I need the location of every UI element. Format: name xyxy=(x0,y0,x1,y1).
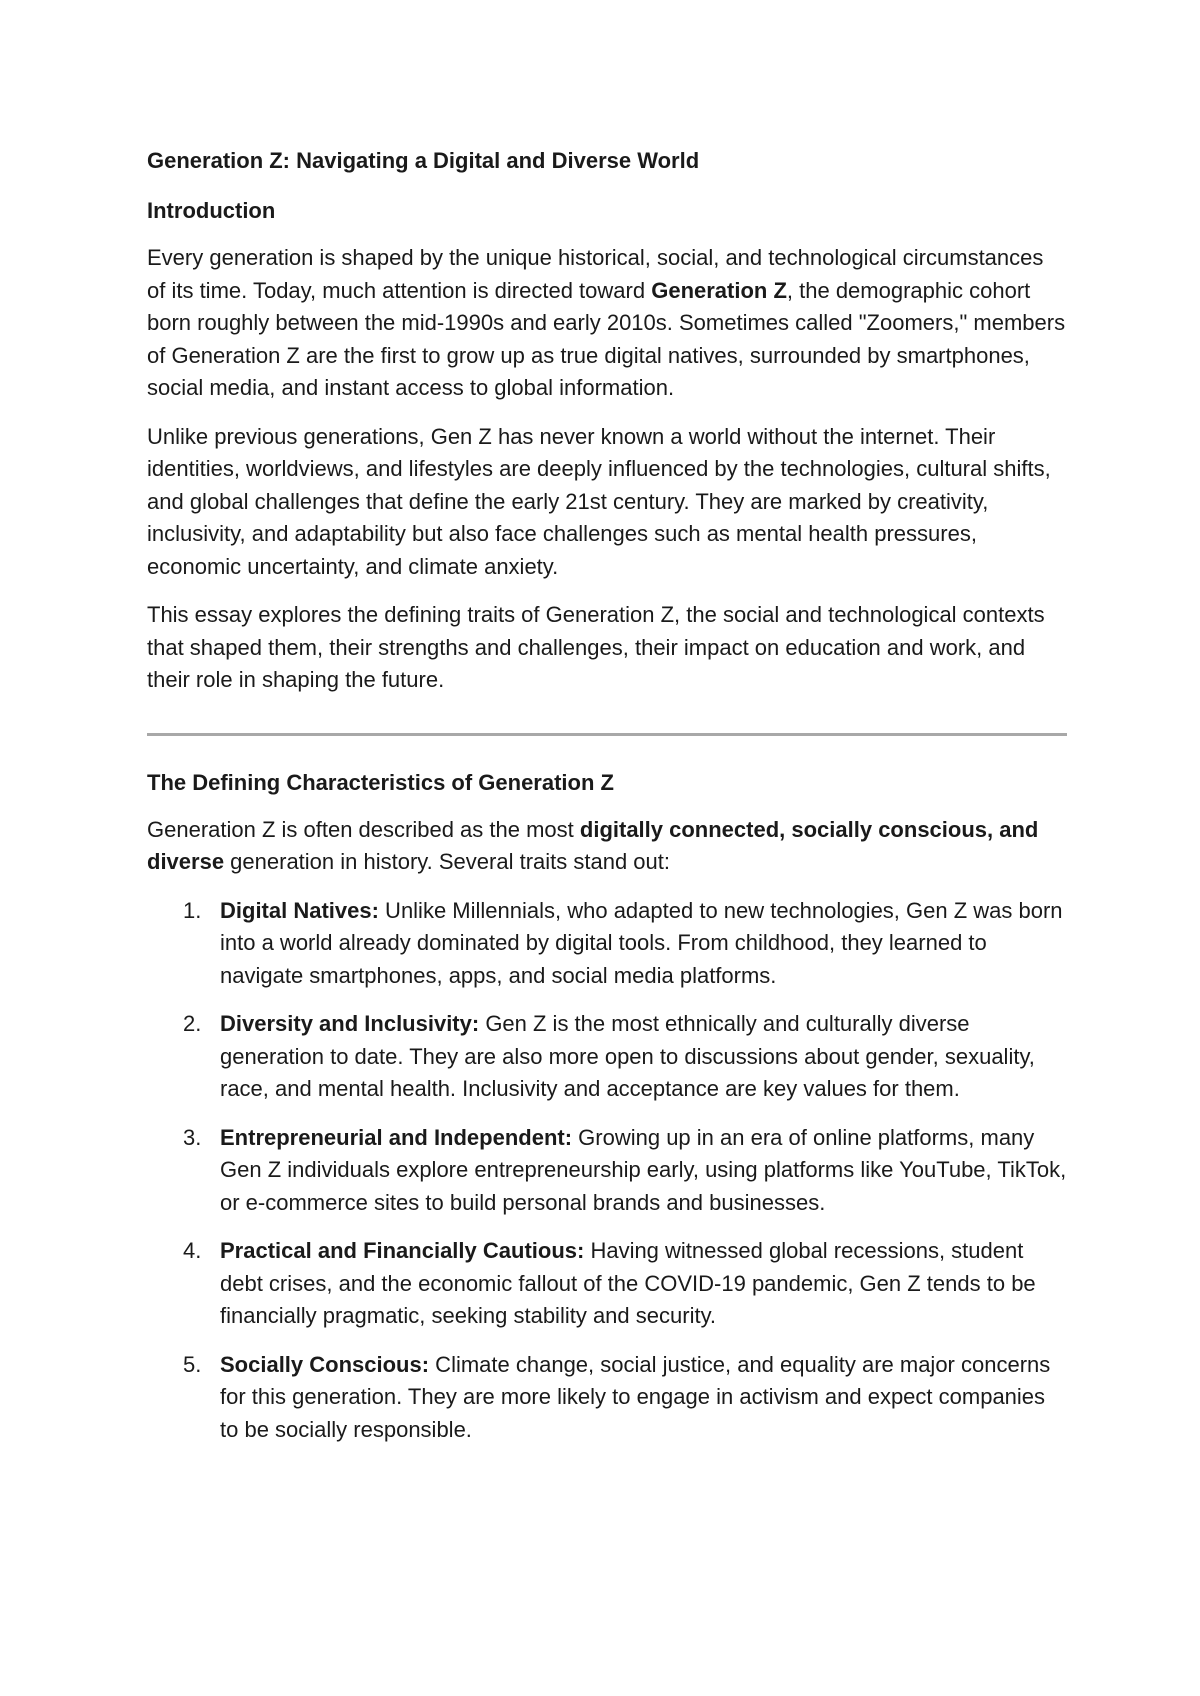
trait-text: Having witnessed global recessions, student debt crises, and the economic fallout of the COVID-19 pandemic, Gen Z tends to be financially pragmatic, seeking stability and security. xyxy=(220,1238,1036,1328)
intro-p1-text-a: Every generation is shaped by the unique historical, social, and technological circumstances of its time. Today, much attention is directed toward xyxy=(147,245,1044,303)
trait-item-diversity xyxy=(147,1008,1067,1106)
trait-number: 1. xyxy=(183,897,202,923)
trait-title: Practical and Financially Cautious: xyxy=(220,1238,585,1263)
trait-title: Digital Natives: xyxy=(220,897,379,923)
section-divider xyxy=(147,733,1067,736)
trait-title: Diversity and Inclusivity: xyxy=(220,1011,480,1036)
lead-text-b: generation in history. Several traits stand out: xyxy=(224,849,671,874)
trait-title: Entrepreneurial and Independent: xyxy=(220,1124,573,1150)
trait-item-practical xyxy=(147,1235,1067,1333)
intro-p1-bold: Generation Z xyxy=(651,277,787,303)
traits-list xyxy=(147,895,1067,1447)
trait-number: 5. xyxy=(183,1351,202,1377)
characteristics-heading: The Defining Characteristics of Generation Z xyxy=(147,769,614,795)
trait-item-digital-natives xyxy=(147,895,1067,993)
lead-text-a: Generation Z is often described as the most xyxy=(147,816,580,842)
intro-paragraph-3: This essay explores the defining traits of Generation Z, the social and technological contexts that shaped them, their strengths and challenges, their impact on education and work, and their role in shaping the future. xyxy=(147,602,1045,692)
trait-text: Unlike Millennials, who adapted to new technologies, Gen Z was born into a world already dominated by digital tools. From childhood, they learned to navigate smartphones, apps, and social media platforms. xyxy=(220,897,1063,988)
document-title: Generation Z: Navigating a Digital and Diverse World xyxy=(147,148,700,173)
intro-paragraph-2: Unlike previous generations, Gen Z has never known a world without the internet. Their identities, worldviews, and lifestyles are deeply influenced by the technologies, cultural shifts, and global challenges that define the early 21st century. They are marked by creativity, inclusivity, and adaptability but also face challenges such as mental health pressures, economic uncertainty, and climate anxiety. xyxy=(147,423,1051,579)
trait-text: Climate change, social justice, and equality are major concerns for this generation. They are more likely to engage in activism and expect companies to be socially responsible. xyxy=(220,1351,1051,1442)
intro-paragraph-1 xyxy=(147,242,1067,405)
trait-number: 2. xyxy=(183,1011,202,1036)
lead-bold: digitally connected, socially conscious, and diverse xyxy=(147,816,1039,874)
trait-item-entrepreneurial xyxy=(147,1122,1067,1220)
trait-title: Socially Conscious: xyxy=(220,1351,430,1377)
trait-number: 3. xyxy=(183,1124,202,1150)
trait-number: 4. xyxy=(183,1238,202,1263)
intro-p1-text-b: , the demographic cohort born roughly between the mid-1990s and early 2010s. Sometimes called "Zoomers," members of Generation Z are the first to grow up as true digital natives, surrounded by smartphones, social media, and instant access to global information. xyxy=(147,277,1066,400)
characteristics-lead-paragraph xyxy=(147,814,1067,879)
trait-text: Gen Z is the most ethnically and culturally diverse generation to date. They are also more open to discussions about gender, sexuality, race, and mental health. Inclusivity and acceptance are key values for them. xyxy=(220,1011,1035,1101)
document-page xyxy=(147,146,1067,1462)
intro-heading: Introduction xyxy=(147,198,276,223)
trait-item-socially-conscious xyxy=(147,1349,1067,1447)
trait-text: Growing up in an era of online platforms, many Gen Z individuals explore entrepreneurship early, using platforms like YouTube, TikTok, or e-commerce sites to build personal brands and businesses. xyxy=(220,1124,1067,1215)
